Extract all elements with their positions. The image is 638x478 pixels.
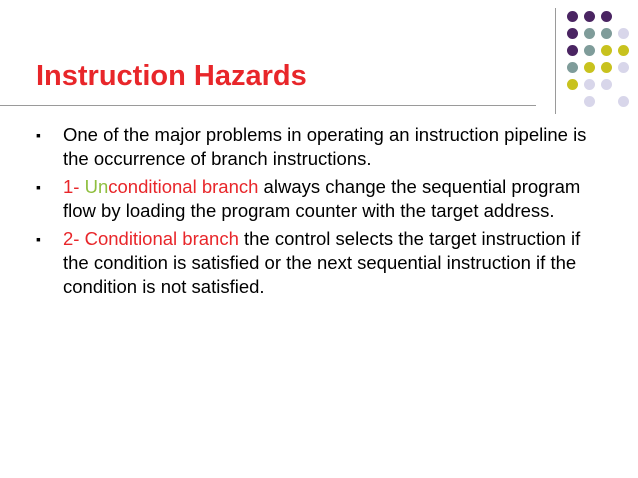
bullet-text-segment: One of the major problems in operating an instruction pipeline is the occurrence of branch instructions. (63, 124, 587, 169)
bullet-item (36, 123, 596, 171)
decorative-dot (584, 79, 595, 90)
bullet-marker-icon: ▪ (36, 127, 41, 143)
bullet-item (36, 175, 596, 223)
bullet-marker-icon: ▪ (36, 179, 41, 195)
decorative-dot (584, 62, 595, 73)
bullet-item (36, 227, 596, 299)
horizontal-divider (0, 105, 536, 106)
decorative-dot (601, 28, 612, 39)
decorative-dot (584, 96, 595, 107)
decorative-dot (567, 11, 578, 22)
bullet-list (36, 123, 596, 303)
bullet-text-segment: 2- Conditional branch (63, 228, 239, 249)
decorative-dot (601, 11, 612, 22)
decorative-dot (584, 11, 595, 22)
decorative-dot (584, 45, 595, 56)
decorative-dot (601, 62, 612, 73)
decorative-dot (618, 96, 629, 107)
decorative-dot (567, 45, 578, 56)
bullet-text-segment: the control selects the target instruction if the condition is satisfied or the next sequential instruction if the condition is not satisfied. (63, 228, 581, 297)
decorative-dot (618, 45, 629, 56)
bullet-text-segment: always change the sequential program flow by loading the program counter with the target address. (63, 176, 581, 221)
decorative-dot (618, 28, 629, 39)
bullet-text-segment: 1- (63, 176, 85, 197)
decorative-dot (601, 79, 612, 90)
bullet-marker-icon: ▪ (36, 231, 41, 247)
slide-title: Instruction Hazards (36, 60, 307, 92)
decorative-dot (567, 62, 578, 73)
bullet-text-segment: conditional branch (108, 176, 259, 197)
bullet-text-segment: Un (84, 176, 109, 197)
decorative-dot (584, 28, 595, 39)
decorative-dot (567, 28, 578, 39)
decorative-dot (601, 45, 612, 56)
vertical-divider (555, 8, 556, 114)
decorative-dot (567, 79, 578, 90)
decorative-dot (618, 62, 629, 73)
